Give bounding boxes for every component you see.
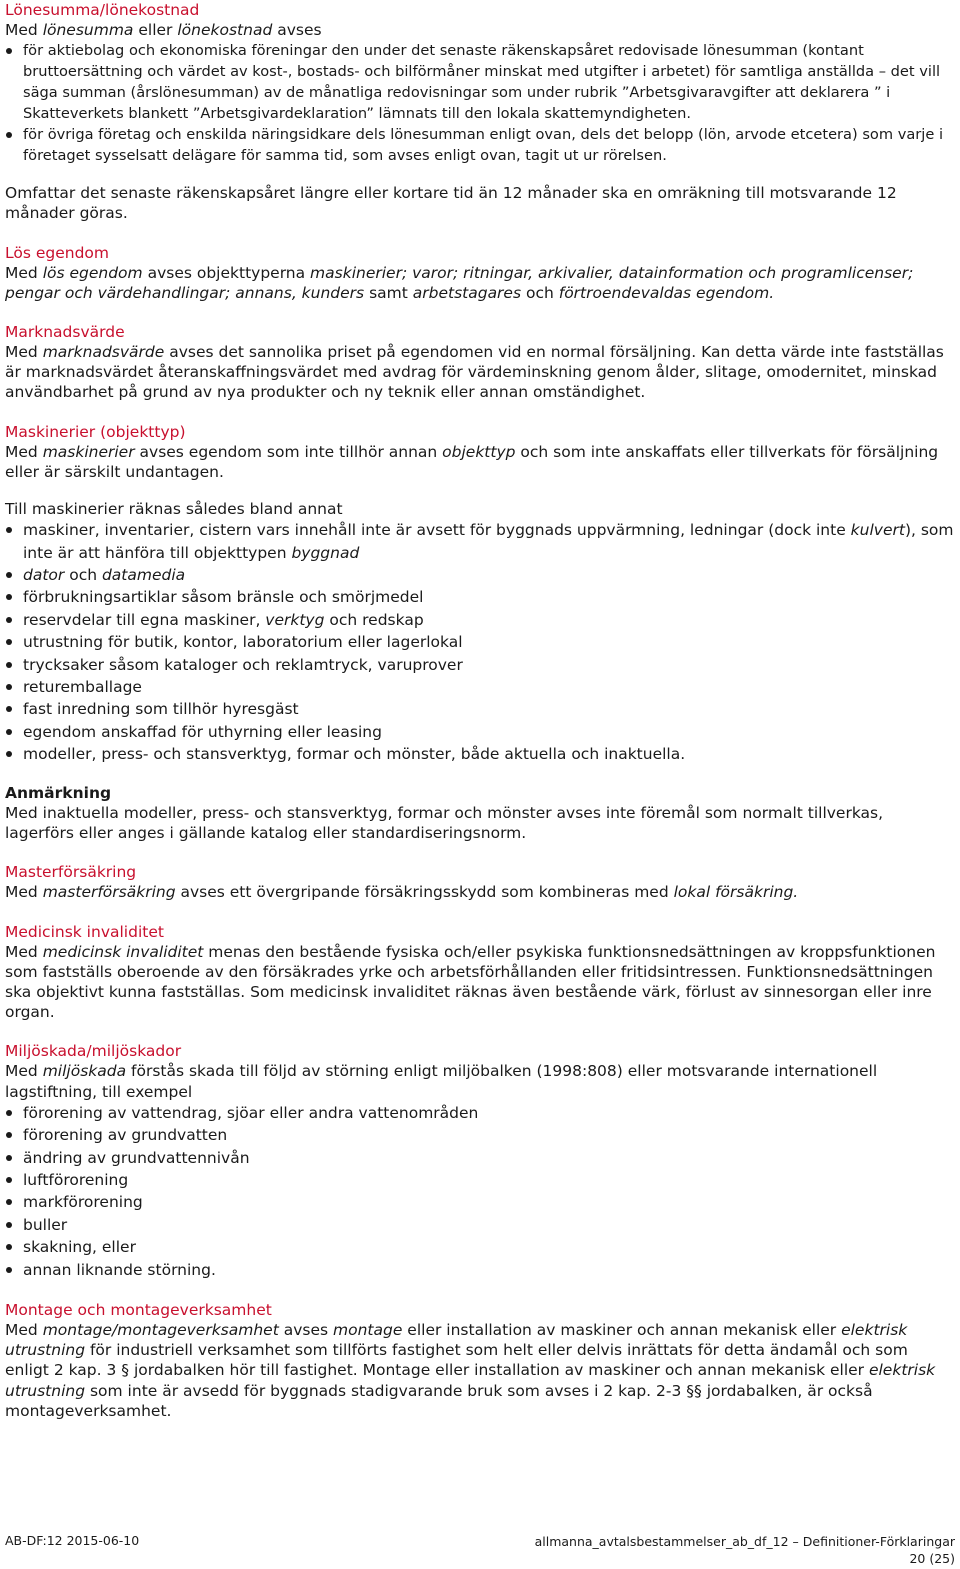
- emphasis-text: kulvert: [850, 521, 905, 540]
- section-heading: Medicinsk invaliditet: [5, 922, 164, 941]
- list-item: ändring av grundvattennivån: [5, 1147, 955, 1169]
- emphasis-text: maskinerier; varor; ritningar, arkivalier, datainformation och programlicenser; pengar och värdehandlingar; annans, kunders: [5, 263, 914, 302]
- section-text: Med montage/montageverksamhet avses montage eller installation av maskiner och annan mekanisk eller elektrisk utrustning för industriell verksamhet som tillförts fastighet som helt eller delvis inrättats för detta ändamål och som enligt 2 kap. 3 § jordabalken hör till fastighet. Montage eller installation av maskiner och annan mekanisk eller elektrisk utrustning som inte är avsedd för byggnads stadigvarande bruk som avses i 2 kap. 2-3 §§ jordabalken, är också montageverksamhet.: [5, 1320, 936, 1420]
- note-title: Anmärkning: [5, 783, 112, 802]
- section-heading: Masterförsäkring: [5, 863, 137, 882]
- list-item: annan liknande störning.: [5, 1259, 955, 1281]
- list-item: maskiner, inventarier, cistern vars innehåll inte är avsett för byggnads uppvärmning, ledningar (dock inte kulvert), som inte är att hänföra till objekttypen byggnad: [5, 519, 955, 564]
- section-heading: Lönesumma/lönekostnad: [5, 1, 200, 19]
- list-item: trycksaker såsom kataloger och reklamtryck, varuprover: [5, 654, 955, 676]
- list-item: förbrukningsartiklar såsom bränsle och smörjmedel: [5, 586, 955, 608]
- section-heading: Miljöskada/miljöskador: [5, 1042, 182, 1061]
- section-masterforsakring: [5, 862, 955, 902]
- list-item: för övriga företag och enskilda näringsidkare dels lönesumman enligt ovan, dels det belopp (lön, arvode etcetera) som varje i företaget sysselsatt delägare för samma tid, som avses enligt ovan, tagit ut ur rörelsen.: [5, 124, 955, 166]
- emphasis-text: elektrisk utrustning: [5, 1361, 936, 1400]
- emphasis-text: verktyg: [265, 610, 325, 629]
- list-item: skakning, eller: [5, 1236, 955, 1258]
- list-item: förorening av vattendrag, sjöar eller andra vattenområden: [5, 1102, 955, 1124]
- section-text: Med marknadsvärde avses det sannolika priset på egendomen vid en normal försäljning. Kan detta värde inte fastställas är marknadsvärdet återanskaffningsvärdet med avdrag för värdeminskning genom ålder, slitage, omodernitet, minskad användbarhet på grund av nya produkter och ny teknik eller annan omständighet.: [5, 343, 944, 402]
- emphasis-text: objekttyp: [442, 442, 516, 461]
- section-marknadsvarde: [5, 322, 955, 403]
- section-heading: Marknadsvärde: [5, 323, 125, 342]
- list-item: utrustning för butik, kontor, laboratorium eller lagerlokal: [5, 631, 955, 653]
- section-text: Med miljöskada förstås skada till följd av störning enligt miljöbalken (1998:808) eller motsvarande internationell lagstiftning, till exempel: [5, 1062, 878, 1101]
- emphasis-text: arbetstagares: [412, 283, 522, 302]
- section-los-egendom: [5, 243, 955, 303]
- bullet-list: [5, 519, 955, 765]
- emphasis-text: montage/montageverksamhet: [42, 1320, 279, 1339]
- list-item: egendom anskaffad för uthyrning eller leasing: [5, 721, 955, 743]
- emphasis-text: lös egendom: [42, 263, 143, 282]
- section-text: Med maskinerier avses egendom som inte tillhör annan objekttyp och som inte anskaffats eller tillverkats för försäljning eller är särskilt undantagen.: [5, 442, 939, 481]
- emphasis-text: elektrisk utrustning: [5, 1320, 908, 1360]
- note-text: Med inaktuella modeller, press- och stansverktyg, formar och mönster avses inte föremål som normalt tillverkas, lagerförs eller anges i gällande katalog eller standardiseringsnorm.: [5, 803, 884, 843]
- section-heading: Lös egendom: [5, 243, 110, 262]
- emphasis-text: montage: [333, 1320, 403, 1339]
- section-medicinsk-invaliditet: [5, 922, 955, 1023]
- section-miljoskada: [5, 1041, 955, 1281]
- emphasis-text: dator: [23, 566, 65, 585]
- section-montage: [5, 1300, 955, 1421]
- list-item: fast inredning som tillhör hyresgäst: [5, 698, 955, 720]
- list-item: förorening av grundvatten: [5, 1124, 955, 1146]
- emphasis-text: förtroendevaldas egendom.: [558, 283, 775, 302]
- list-item: markförorening: [5, 1191, 955, 1213]
- section-text: Med lönesumma eller lönekostnad avses: [5, 21, 322, 39]
- list-item: för aktiebolag och ekonomiska föreningar den under det senaste räkenskapsåret redovisade lönesumman (kontant bruttoersättning och värdet av kost-, bostads- och bilförmåner minskat med utgifter i arbetet) för samtliga anställda – det vill säga summan (årslönesumman) av de månatliga redovisningar som under rubrik ”Arbetsgivaravgifter att deklarera ” i Skatteverkets blankett ”Arbetsgivardeklaration” lämnats till den lokala skattemyndigheten.: [5, 40, 955, 124]
- section-heading: Maskinerier (objekttyp): [5, 422, 186, 441]
- bullet-list: [5, 40, 955, 166]
- document-body: [5, 0, 955, 1421]
- list-item: reservdelar till egna maskiner, verktyg och redskap: [5, 609, 955, 631]
- section-text: Omfattar det senaste räkenskapsåret längre eller kortare tid än 12 månader ska en omräkning till motsvarande 12 månader göras.: [5, 184, 897, 223]
- emphasis-text: maskinerier: [42, 442, 135, 461]
- page-number: 20 (25): [909, 1551, 955, 1566]
- emphasis-text: lönesumma: [42, 21, 134, 39]
- emphasis-text: datamedia: [101, 566, 186, 585]
- section-text: Med lös egendom avses objekttyperna maskinerier; varor; ritningar, arkivalier, datainformation och programlicenser; pengar och värdehandlingar; annans, kunders samt arbetstagares och förtroendevaldas egendom.: [5, 263, 914, 302]
- section-text: Med masterförsäkring avses ett övergripande försäkringsskydd som kombineras med lokal försäkring.: [5, 883, 799, 902]
- list-item: buller: [5, 1214, 955, 1236]
- section-heading: Montage och montageverksamhet: [5, 1300, 272, 1319]
- bullet-list: [5, 1102, 955, 1281]
- emphasis-text: marknadsvärde: [42, 343, 165, 362]
- footer-info: [535, 1533, 955, 1567]
- footer-filename: allmanna_avtalsbestammelser_ab_df_12 – Definitioner-Förklaringar: [534, 1534, 955, 1549]
- section-maskinerier: [5, 422, 955, 844]
- emphasis-text: lokal försäkring.: [673, 883, 799, 902]
- emphasis-text: miljöskada: [42, 1062, 127, 1081]
- list-intro: Till maskinerier räknas således bland annat: [5, 500, 343, 519]
- emphasis-text: masterförsäkring: [42, 883, 176, 902]
- list-item: modeller, press- och stansverktyg, formar och mönster, både aktuella och inaktuella.: [5, 743, 955, 765]
- emphasis-text: lönekostnad: [177, 21, 273, 39]
- list-item: luftförorening: [5, 1169, 955, 1191]
- footer-document-id: AB-DF:12 2015-06-10: [5, 1533, 140, 1548]
- emphasis-text: byggnad: [291, 543, 360, 562]
- section-lonesumma: [5, 0, 955, 224]
- section-text: Med medicinsk invaliditet menas den bestående fysiska och/eller psykiska funktionsnedsättningen av kroppsfunktionen som fastställs oberoende av den försäkrades yrke och arbetsförhållanden eller fritidsintressen. Funktionsnedsättningen ska objektivt kunna fastställas. Som medicinsk invaliditet räknas även bestående värk, förlust av sinnesorgan eller inre organ.: [5, 942, 936, 1022]
- emphasis-text: medicinsk invaliditet: [42, 942, 204, 961]
- list-item: returemballage: [5, 676, 955, 698]
- list-item: dator och datamedia: [5, 564, 955, 586]
